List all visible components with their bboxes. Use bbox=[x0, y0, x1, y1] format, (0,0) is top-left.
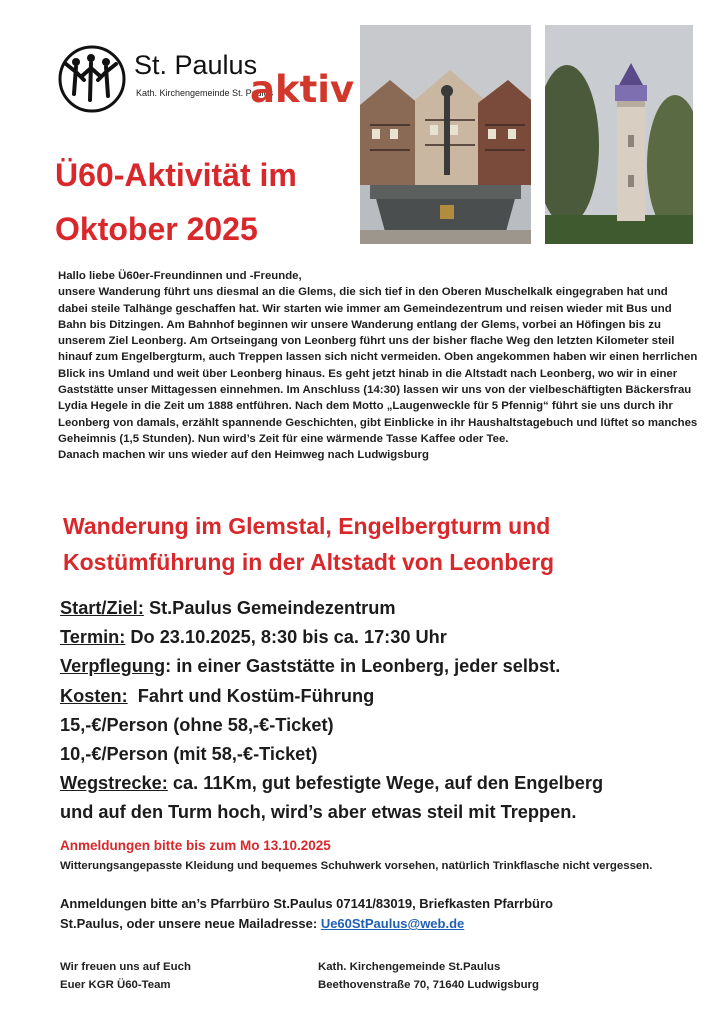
detail-start bbox=[60, 594, 710, 623]
detail-termin-label: Termin: bbox=[60, 627, 126, 648]
footer-address-line1: Kath. Kirchengemeinde St.Paulus bbox=[318, 961, 501, 973]
detail-wegstrecke-label: Wegstrecke: bbox=[60, 773, 168, 794]
market-fountain-image bbox=[360, 25, 531, 244]
page-title bbox=[55, 148, 355, 256]
detail-kosten bbox=[60, 682, 710, 711]
intro-greeting: Hallo liebe Ü60er-Freundinnen und -Freunde, bbox=[58, 270, 302, 282]
logo-aktiv-word: aktiv bbox=[250, 68, 355, 111]
footer-address bbox=[318, 958, 539, 994]
event-subtitle-line2: Kostümführung in der Altstadt von Leonberg bbox=[63, 549, 555, 575]
registration-deadline: Anmeldungen bitte bis zum Mo 13.10.2025 bbox=[60, 838, 331, 853]
intro-body: unsere Wanderung führt uns diesmal an die Glems, die sich tief in den Oberen Muschelkalk eingegraben hat und dabei steile Talhänge geschaffen hat. Wir starten wie immer am Gemeindezentrum und reisen wieder mit Bus und Bahn bis Ditzingen. Am Bahnhof beginnen wir unsere Wanderung entlang der Glems, vorbei an Höfingen bis zu unserem Ziel Leonberg. Am Ortseingang von Leonberg führt uns der bisher flache Weg den letzten Kilometer steil hinauf zum Engelbergturm, auch Treppen lassen sich nicht vermeiden. Oben angekommen haben wir einen herrlichen Blick ins Umland und weit über Leonberg hinaus. Es geht jetzt hinab in die Altstadt nach Leonberg, wo wir in einer Gaststätte unser Mittagessen einnehmen. Im Anschluss (14:30) lassen wir uns von der vielbeschäftigten Bäckersfrau Lydia Hegele in die Zeit um 1888 entführen. Nach dem Motto „Laugenweckle für 5 Pfennig“ führt sie uns durch ihr Leonberg von damals, erzählt spannende Geschichten, gibt Einblicke in ihr Haushaltstagebuch und lüftet so manches Geheimnis (1,5 Stunden). Nun wird’s Zeit für eine wärmende Tasse Kaffee oder Tee. bbox=[58, 286, 698, 445]
church-community-logo-icon bbox=[58, 44, 128, 114]
event-subtitle-line1: Wanderung im Glemstal, Engelbergturm und bbox=[63, 513, 551, 539]
detail-wegstrecke bbox=[60, 769, 710, 798]
event-subtitle bbox=[63, 508, 703, 580]
market-fountain-photo bbox=[360, 25, 531, 244]
intro-closing: Danach machen wir uns wieder auf den Heimweg nach Ludwigsburg bbox=[58, 449, 429, 462]
event-details bbox=[60, 594, 710, 828]
detail-kosten-label: Kosten: bbox=[60, 685, 128, 706]
registration-contact-text: St.Paulus, oder unsere neue Mailadresse: bbox=[60, 916, 321, 931]
detail-termin bbox=[60, 623, 710, 652]
page-title-line2: Oktober 2025 bbox=[55, 211, 258, 247]
detail-wegstrecke-continued: und auf den Turm hoch, wird’s aber etwas steil mit Treppen. bbox=[60, 802, 577, 823]
footer-greeting-line1: Wir freuen uns auf Euch bbox=[60, 961, 191, 973]
detail-verpflegung-value: : in einer Gaststätte in Leonberg, jeder selbst. bbox=[165, 656, 561, 677]
detail-termin-value: Do 23.10.2025, 8:30 bis ca. 17:30 Uhr bbox=[125, 627, 447, 648]
registration-contact-line2 bbox=[60, 914, 700, 934]
intro-text bbox=[58, 268, 698, 464]
detail-price-1: 15,-€/Person (ohne 58,-€-Ticket) bbox=[60, 714, 334, 735]
detail-start-value: St.Paulus Gemeindezentrum bbox=[143, 598, 396, 618]
registration-contact bbox=[60, 894, 700, 934]
detail-verpflegung bbox=[60, 652, 710, 681]
email-link[interactable]: Ue60StPaulus@web.de bbox=[320, 916, 465, 931]
footer-greeting bbox=[60, 958, 191, 994]
engelbergturm-photo bbox=[545, 25, 693, 244]
footer-address-line2: Beethovenstraße 70, 71640 Ludwigsburg bbox=[318, 979, 539, 991]
tower-image bbox=[545, 25, 693, 244]
clothing-note: Witterungsangepasste Kleidung und bequemes Schuhwerk vorsehen, natürlich Trinkflasche nicht vergessen. bbox=[60, 860, 653, 872]
detail-kosten-value: Fahrt und Kostüm-Führung bbox=[127, 685, 375, 706]
footer-greeting-line2: Euer KGR Ü60-Team bbox=[60, 979, 171, 991]
registration-contact-line1: Anmeldungen bitte an’s Pfarrbüro St.Paulus 07141/83019, Briefkasten Pfarrbüro bbox=[60, 896, 553, 911]
logo-subline: Kath. Kirchengemeinde St. Paulus bbox=[136, 88, 274, 98]
detail-wegstrecke-value: ca. 11Km, gut befestigte Wege, auf den Engelberg bbox=[167, 773, 604, 794]
detail-start-label: Start/Ziel: bbox=[60, 598, 144, 618]
logo-name: St. Paulus bbox=[134, 50, 258, 80]
detail-verpflegung-label: Verpflegung bbox=[60, 656, 166, 677]
logo bbox=[58, 44, 358, 130]
page-title-line1: Ü60-Aktivität im bbox=[55, 157, 297, 193]
detail-price-2: 10,-€/Person (mit 58,-€-Ticket) bbox=[60, 744, 318, 765]
